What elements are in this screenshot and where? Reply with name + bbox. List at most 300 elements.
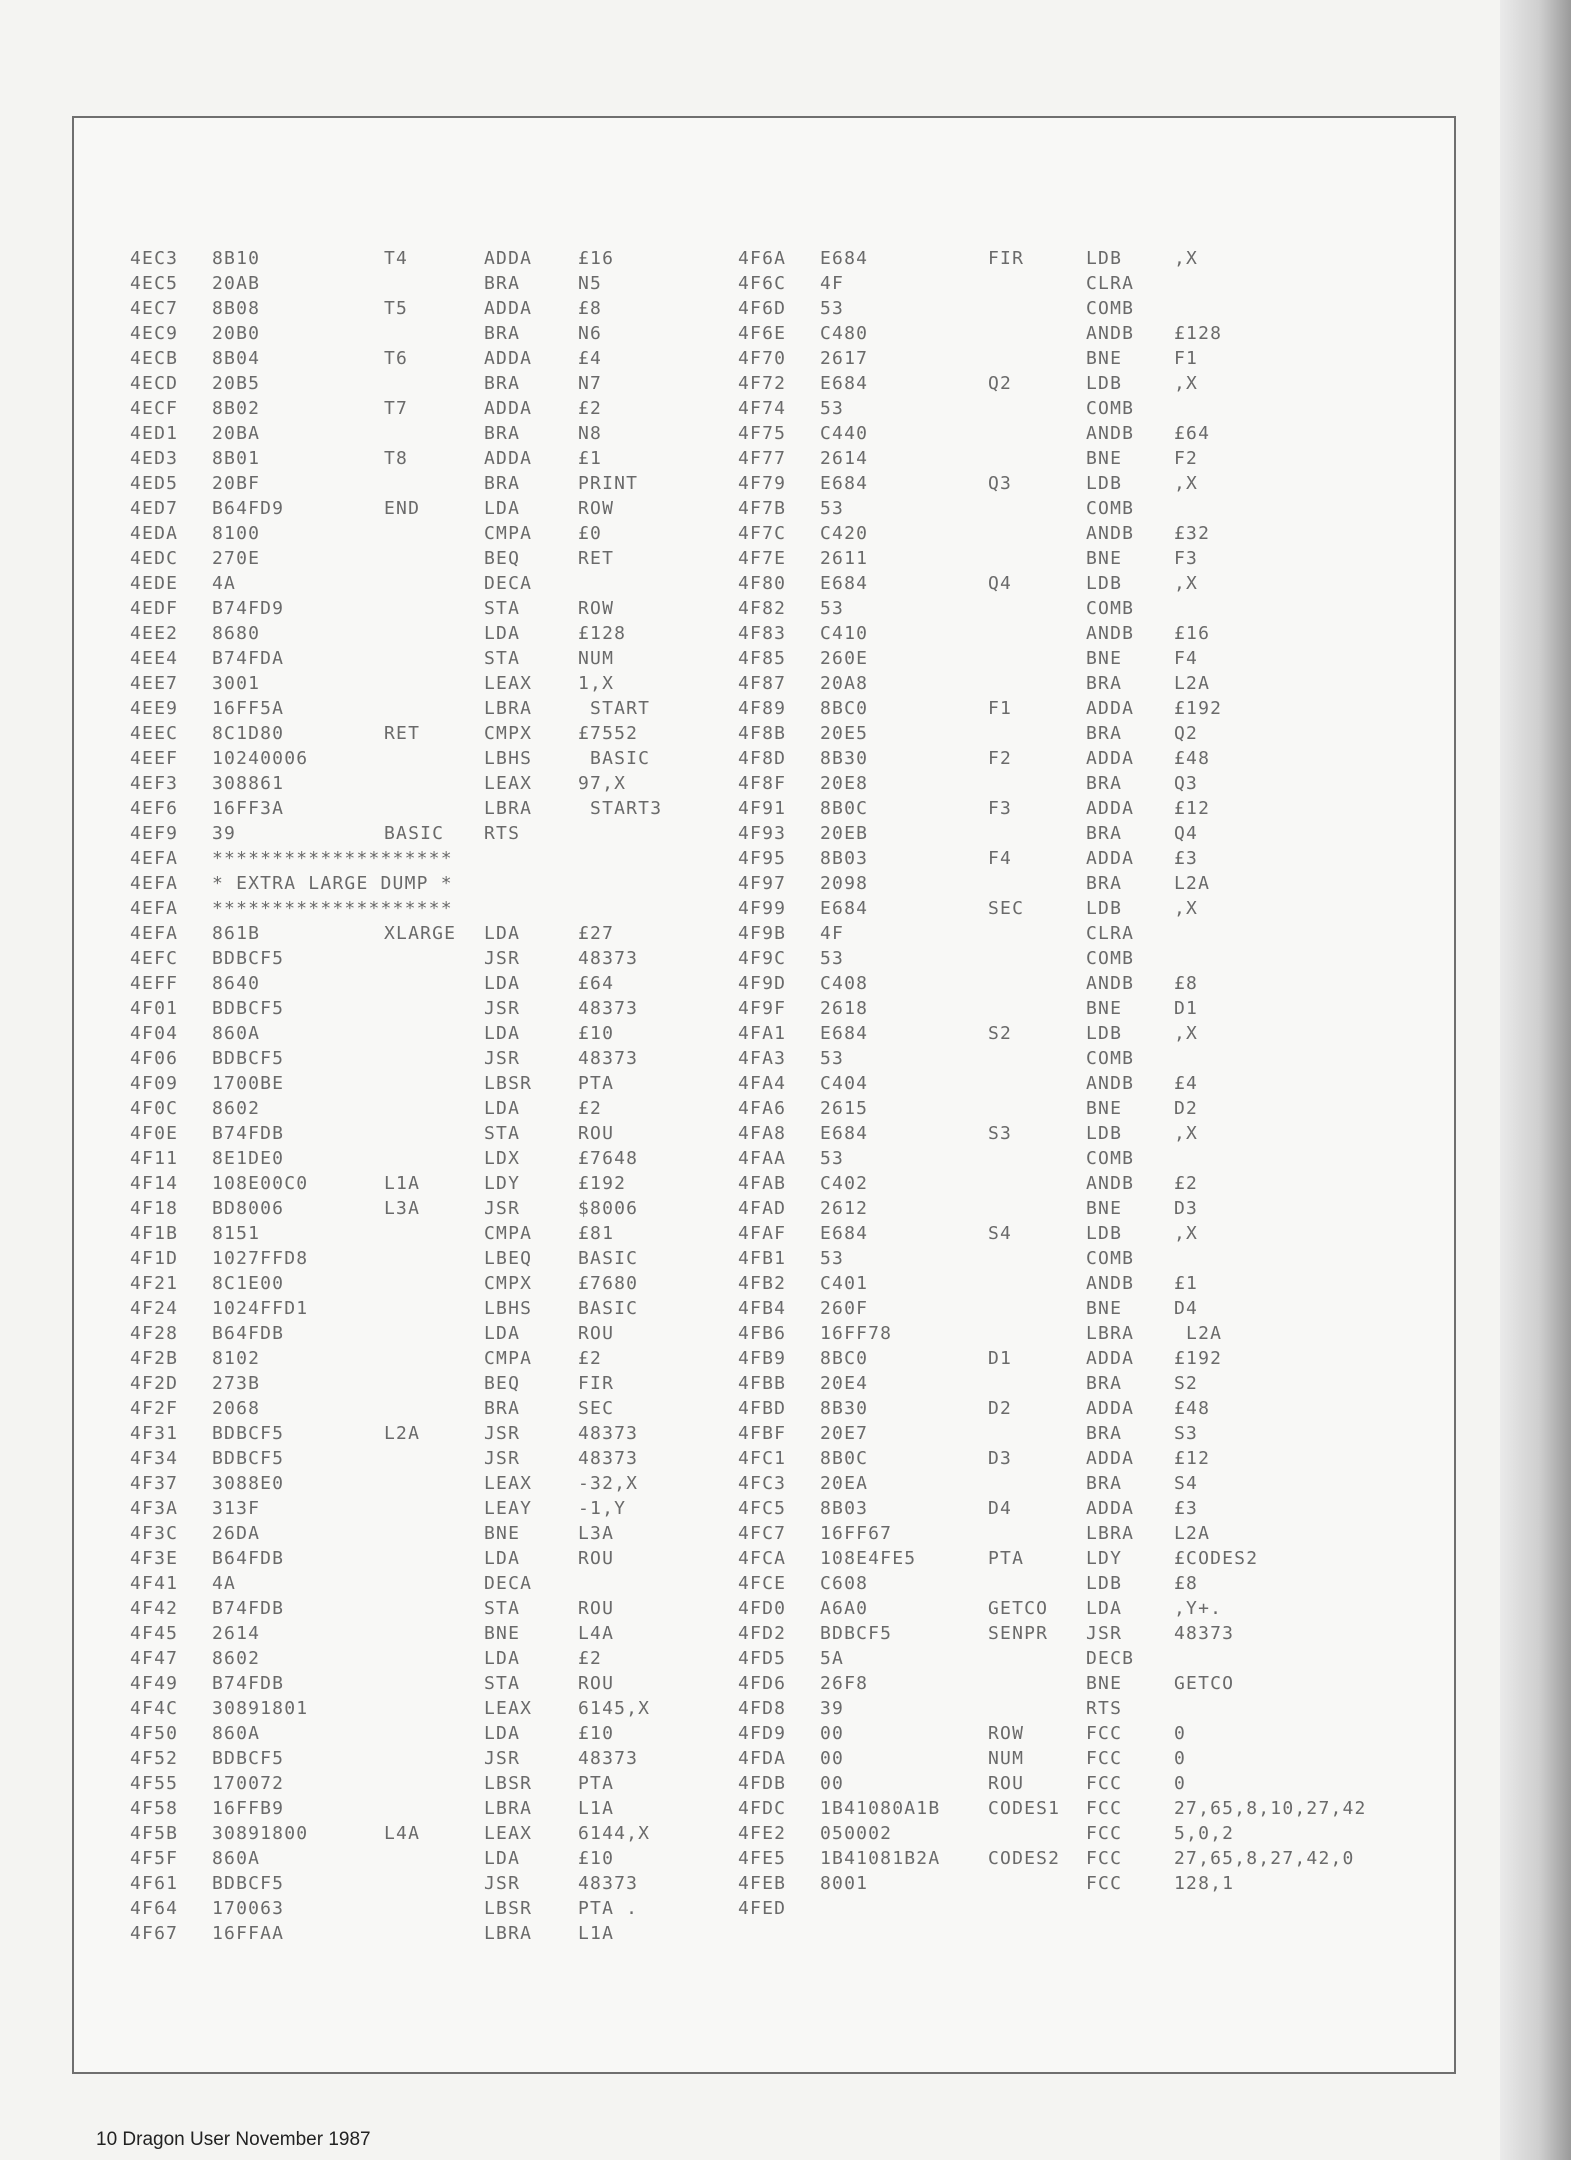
address: 4EFA: [130, 873, 179, 894]
operand: Q4: [1174, 823, 1199, 844]
listing-line: [130, 446, 662, 471]
machine-code: 8151: [212, 1223, 261, 1244]
mnemonic: ANDB: [1086, 1173, 1135, 1194]
listing-line: [130, 271, 662, 296]
machine-code: 2611: [820, 548, 869, 569]
address: 4FA1: [738, 1023, 787, 1044]
operand: ,X: [1174, 1023, 1199, 1044]
asm-label: T4: [384, 248, 409, 269]
asm-label: F1: [988, 698, 1013, 719]
operand: 5,0,2: [1174, 1823, 1235, 1844]
operand: D1: [1174, 998, 1199, 1019]
address: 4EF6: [130, 798, 179, 819]
address: 4F18: [130, 1198, 179, 1219]
listing-line: [738, 1321, 1367, 1346]
machine-code: C410: [820, 623, 869, 644]
mnemonic: LEAX: [484, 773, 533, 794]
address: 4F5F: [130, 1848, 179, 1869]
listing-line: [130, 1871, 662, 1896]
mnemonic: LDA: [484, 1548, 521, 1569]
listing-line: [738, 1471, 1367, 1496]
listing-line: [738, 1021, 1367, 1046]
listing-line: [130, 421, 662, 446]
machine-code: 20E5: [820, 723, 869, 744]
machine-code: 39: [820, 1698, 845, 1719]
asm-label: RET: [384, 723, 421, 744]
operand: £2: [578, 398, 603, 419]
listing-line: [738, 846, 1367, 871]
asm-label: SEC: [988, 898, 1025, 919]
machine-code: 108E4FE5: [820, 1548, 917, 1569]
machine-code: 8C1E00: [212, 1273, 285, 1294]
address: 4FD8: [738, 1698, 787, 1719]
machine-code: 2068: [212, 1398, 261, 1419]
listing-line: [738, 1446, 1367, 1471]
machine-code: 2614: [212, 1623, 261, 1644]
mnemonic: LBRA: [484, 698, 533, 719]
listing-line: [130, 1421, 662, 1446]
address: 4FED: [738, 1898, 787, 1919]
address: 4EE7: [130, 673, 179, 694]
mnemonic: JSR: [484, 998, 521, 1019]
operand: START: [578, 698, 651, 719]
address: 4FA4: [738, 1073, 787, 1094]
mnemonic: LBRA: [1086, 1523, 1135, 1544]
machine-code: 30891800: [212, 1823, 309, 1844]
mnemonic: LBHS: [484, 1298, 533, 1319]
mnemonic: DECA: [484, 1573, 533, 1594]
machine-code: 3088E0: [212, 1473, 285, 1494]
listing-line: [738, 771, 1367, 796]
address: 4FA8: [738, 1123, 787, 1144]
mnemonic: BNE: [1086, 1298, 1123, 1319]
machine-code: 39: [212, 823, 237, 844]
asm-label: T6: [384, 348, 409, 369]
asm-label: S2: [988, 1023, 1013, 1044]
listing-line: [130, 1746, 662, 1771]
machine-code: 313F: [212, 1498, 261, 1519]
mnemonic: ADDA: [1086, 798, 1135, 819]
machine-code: 8B02: [212, 398, 261, 419]
machine-code: 8602: [212, 1648, 261, 1669]
operand: SEC: [578, 1398, 615, 1419]
address: 4EC9: [130, 323, 179, 344]
mnemonic: LDB: [1086, 248, 1123, 269]
operand: D3: [1174, 1198, 1199, 1219]
address: 4F50: [130, 1723, 179, 1744]
listing-line: [130, 1021, 662, 1046]
listing-line: [738, 1146, 1367, 1171]
operand: N8: [578, 423, 603, 444]
listing-line: [738, 821, 1367, 846]
operand: $8006: [578, 1198, 639, 1219]
operand: ,Y+.: [1174, 1598, 1223, 1619]
asm-label: CODES1: [988, 1798, 1061, 1819]
machine-code: 30891801: [212, 1698, 309, 1719]
address: 4F3A: [130, 1498, 179, 1519]
address: 4F67: [130, 1923, 179, 1944]
operand: £16: [1174, 623, 1211, 644]
machine-code: 8640: [212, 973, 261, 994]
address: 4F80: [738, 573, 787, 594]
mnemonic: STA: [484, 1673, 521, 1694]
operand: D4: [1174, 1298, 1199, 1319]
mnemonic: LDA: [484, 923, 521, 944]
mnemonic: BRA: [1086, 1423, 1123, 1444]
machine-code: 10240006: [212, 748, 309, 769]
address: 4EEF: [130, 748, 179, 769]
machine-code: 108E00C0: [212, 1173, 309, 1194]
mnemonic: FCC: [1086, 1773, 1123, 1794]
machine-code: 861B: [212, 923, 261, 944]
listing-line: [738, 296, 1367, 321]
listing-line: [130, 1896, 662, 1921]
listing-line: [738, 1646, 1367, 1671]
mnemonic: JSR: [484, 1873, 521, 1894]
listing-line: [738, 471, 1367, 496]
listing-line: [130, 1596, 662, 1621]
mnemonic: BNE: [1086, 348, 1123, 369]
operand: 48373: [578, 1423, 639, 1444]
operand: £CODES2: [1174, 1548, 1259, 1569]
mnemonic: ANDB: [1086, 1273, 1135, 1294]
listing-line: [130, 1546, 662, 1571]
mnemonic: ANDB: [1086, 523, 1135, 544]
machine-code: 4F: [820, 923, 845, 944]
listing-line: [738, 1696, 1367, 1721]
operand: L4A: [578, 1623, 615, 1644]
address: 4F9B: [738, 923, 787, 944]
machine-code: 00: [820, 1748, 845, 1769]
address: 4F6E: [738, 323, 787, 344]
operand: 48373: [578, 1873, 639, 1894]
listing-line: [130, 521, 662, 546]
address: 4FE2: [738, 1823, 787, 1844]
machine-code: 8B30: [820, 1398, 869, 1419]
machine-code: C480: [820, 323, 869, 344]
address: 4F37: [130, 1473, 179, 1494]
mnemonic: COMB: [1086, 1148, 1135, 1169]
listing-line: [738, 1671, 1367, 1696]
address: 4F2D: [130, 1373, 179, 1394]
mnemonic: LDA: [484, 1098, 521, 1119]
machine-code: 8102: [212, 1348, 261, 1369]
listing-line: [738, 1371, 1367, 1396]
operand: £12: [1174, 1448, 1211, 1469]
machine-code: B74FDA: [212, 648, 285, 669]
operand: £8: [1174, 1573, 1199, 1594]
address: 4EDE: [130, 573, 179, 594]
machine-code: 1027FFD8: [212, 1248, 309, 1269]
listing-line: [738, 421, 1367, 446]
mnemonic: ADDA: [1086, 1348, 1135, 1369]
machine-code: 16FF78: [820, 1323, 893, 1344]
listing-line: [130, 671, 662, 696]
mnemonic: BRA: [484, 323, 521, 344]
address: 4F85: [738, 648, 787, 669]
operand: L2A: [1174, 1323, 1223, 1344]
asm-label: END: [384, 498, 421, 519]
address: 4F61: [130, 1873, 179, 1894]
machine-code: BDBCF5: [212, 1423, 285, 1444]
machine-code: C401: [820, 1273, 869, 1294]
listing-line: [738, 1221, 1367, 1246]
asm-label: NUM: [988, 1748, 1025, 1769]
operand: £3: [1174, 1498, 1199, 1519]
operand: ,X: [1174, 1223, 1199, 1244]
operand: £2: [1174, 1173, 1199, 1194]
mnemonic: JSR: [484, 1448, 521, 1469]
mnemonic: STA: [484, 648, 521, 669]
address: 4EFC: [130, 948, 179, 969]
machine-code: C608: [820, 1573, 869, 1594]
listing-line: [130, 471, 662, 496]
listing-line: [130, 871, 662, 896]
operand: £10: [578, 1848, 615, 1869]
operand: 48373: [578, 998, 639, 1019]
listing-line: [738, 1796, 1367, 1821]
operand: £7680: [578, 1273, 639, 1294]
address: 4EFF: [130, 973, 179, 994]
address: 4F75: [738, 423, 787, 444]
address: 4F8B: [738, 723, 787, 744]
asm-label: BASIC: [384, 823, 445, 844]
mnemonic: ADDA: [484, 348, 533, 369]
mnemonic: LBRA: [484, 1798, 533, 1819]
listing-line: [738, 1596, 1367, 1621]
machine-code: 16FF67: [820, 1523, 893, 1544]
mnemonic: CMPX: [484, 723, 533, 744]
asm-label: S4: [988, 1223, 1013, 1244]
page-footer: 10 Dragon User November 1987: [96, 2129, 371, 2150]
listing-line: [130, 1146, 662, 1171]
address: 4F09: [130, 1073, 179, 1094]
address: 4F45: [130, 1623, 179, 1644]
asm-label: F3: [988, 798, 1013, 819]
mnemonic: ADDA: [1086, 698, 1135, 719]
asm-label: F2: [988, 748, 1013, 769]
address: 4FBF: [738, 1423, 787, 1444]
mnemonic: LDB: [1086, 1023, 1123, 1044]
comment-banner: ********************: [212, 848, 453, 869]
address: 4F74: [738, 398, 787, 419]
listing-line: [738, 1246, 1367, 1271]
mnemonic: RTS: [1086, 1698, 1123, 1719]
listing-line: [130, 1496, 662, 1521]
operand: ,X: [1174, 1123, 1199, 1144]
listing-line: [738, 1771, 1367, 1796]
address: 4F06: [130, 1048, 179, 1069]
mnemonic: COMB: [1086, 398, 1135, 419]
machine-code: 53: [820, 1248, 845, 1269]
listing-line: [130, 1046, 662, 1071]
mnemonic: LDY: [1086, 1548, 1123, 1569]
operand: ROU: [578, 1323, 615, 1344]
operand: £2: [578, 1348, 603, 1369]
machine-code: 8E1DE0: [212, 1148, 285, 1169]
address: 4FD6: [738, 1673, 787, 1694]
operand: GETCO: [1174, 1673, 1235, 1694]
listing-line: [130, 1571, 662, 1596]
mnemonic: CLRA: [1086, 923, 1135, 944]
mnemonic: LBSR: [484, 1898, 533, 1919]
asm-label: Q2: [988, 373, 1013, 394]
mnemonic: LDY: [484, 1173, 521, 1194]
address: 4F83: [738, 623, 787, 644]
operand: L1A: [578, 1798, 615, 1819]
operand: £3: [1174, 848, 1199, 869]
machine-code: 20EA: [820, 1473, 869, 1494]
mnemonic: STA: [484, 1123, 521, 1144]
listing-line: [130, 1621, 662, 1646]
address: 4EDC: [130, 548, 179, 569]
operand: ,X: [1174, 573, 1199, 594]
mnemonic: STA: [484, 1598, 521, 1619]
machine-code: 20AB: [212, 273, 261, 294]
listing-line: [130, 596, 662, 621]
machine-code: 2614: [820, 448, 869, 469]
address: 4FB1: [738, 1248, 787, 1269]
mnemonic: LEAY: [484, 1498, 533, 1519]
listing-line: [738, 1521, 1367, 1546]
operand: -32,X: [578, 1473, 639, 1494]
listing-line: [738, 1071, 1367, 1096]
machine-code: 8B03: [820, 848, 869, 869]
operand: ,X: [1174, 473, 1199, 494]
listing-line: [130, 921, 662, 946]
listing-line: [738, 1121, 1367, 1146]
machine-code: B74FDB: [212, 1673, 285, 1694]
address: 4F1B: [130, 1223, 179, 1244]
machine-code: BD8006: [212, 1198, 285, 1219]
mnemonic: ANDB: [1086, 623, 1135, 644]
mnemonic: ADDA: [484, 448, 533, 469]
machine-code: 00: [820, 1773, 845, 1794]
listing-line: [130, 1696, 662, 1721]
operand: £192: [1174, 1348, 1223, 1369]
machine-code: C402: [820, 1173, 869, 1194]
machine-code: 3001: [212, 673, 261, 694]
address: 4F5B: [130, 1823, 179, 1844]
listing-left-column: [130, 246, 662, 1946]
address: 4FD5: [738, 1648, 787, 1669]
listing-line: [130, 971, 662, 996]
machine-code: 860A: [212, 1723, 261, 1744]
mnemonic: CMPA: [484, 523, 533, 544]
operand: 6145,X: [578, 1698, 651, 1719]
listing-line: [130, 1921, 662, 1946]
listing-line: [130, 1471, 662, 1496]
listing-line: [130, 796, 662, 821]
mnemonic: ANDB: [1086, 423, 1135, 444]
machine-code: E684: [820, 1123, 869, 1144]
machine-code: 53: [820, 948, 845, 969]
operand: £12: [1174, 798, 1211, 819]
address: 4EF9: [130, 823, 179, 844]
machine-code: 8B0C: [820, 1448, 869, 1469]
address: 4F31: [130, 1423, 179, 1444]
mnemonic: COMB: [1086, 1248, 1135, 1269]
machine-code: 8680: [212, 623, 261, 644]
operand: 48373: [578, 1748, 639, 1769]
mnemonic: ADDA: [484, 298, 533, 319]
mnemonic: CMPA: [484, 1348, 533, 1369]
listing-line: [130, 321, 662, 346]
operand: ROW: [578, 598, 615, 619]
operand: 0: [1174, 1773, 1187, 1794]
mnemonic: BRA: [1086, 823, 1123, 844]
asm-label: D4: [988, 1498, 1013, 1519]
mnemonic: BNE: [1086, 1673, 1123, 1694]
machine-code: C408: [820, 973, 869, 994]
address: 4EC3: [130, 248, 179, 269]
operand: RET: [578, 548, 615, 569]
operand: £1: [1174, 1273, 1199, 1294]
mnemonic: LDA: [1086, 1598, 1123, 1619]
mnemonic: FCC: [1086, 1873, 1123, 1894]
listing-line: [738, 546, 1367, 571]
operand: N5: [578, 273, 603, 294]
address: 4ED1: [130, 423, 179, 444]
operand: BASIC: [578, 748, 651, 769]
address: 4ECD: [130, 373, 179, 394]
address: 4F28: [130, 1323, 179, 1344]
mnemonic: LDB: [1086, 373, 1123, 394]
machine-code: 8B0C: [820, 798, 869, 819]
listing-line: [130, 696, 662, 721]
comment-banner: * EXTRA LARGE DUMP *: [212, 873, 453, 894]
address: 4EE9: [130, 698, 179, 719]
address: 4F11: [130, 1148, 179, 1169]
listing-line: [130, 1446, 662, 1471]
machine-code: BDBCF5: [212, 998, 285, 1019]
asm-label: T5: [384, 298, 409, 319]
operand: ,X: [1174, 248, 1199, 269]
listing-line: [738, 696, 1367, 721]
listing-line: [738, 496, 1367, 521]
address: 4FAA: [738, 1148, 787, 1169]
address: 4F8F: [738, 773, 787, 794]
listing-line: [130, 1371, 662, 1396]
machine-code: B64FDB: [212, 1548, 285, 1569]
mnemonic: BRA: [1086, 673, 1123, 694]
mnemonic: LDA: [484, 1648, 521, 1669]
listing-line: [738, 1621, 1367, 1646]
machine-code: 00: [820, 1723, 845, 1744]
mnemonic: ADDA: [1086, 1448, 1135, 1469]
machine-code: 16FF3A: [212, 798, 285, 819]
listing-line: [738, 621, 1367, 646]
machine-code: 170072: [212, 1773, 285, 1794]
address: 4F21: [130, 1273, 179, 1294]
mnemonic: LDA: [484, 1323, 521, 1344]
mnemonic: BRA: [484, 373, 521, 394]
machine-code: 16FF5A: [212, 698, 285, 719]
operand: £128: [1174, 323, 1223, 344]
operand: FIR: [578, 1373, 615, 1394]
asm-label: D2: [988, 1398, 1013, 1419]
operand: S2: [1174, 1373, 1199, 1394]
address: 4EEC: [130, 723, 179, 744]
machine-code: 5A: [820, 1648, 845, 1669]
mnemonic: LDA: [484, 623, 521, 644]
operand: D2: [1174, 1098, 1199, 1119]
machine-code: B64FDB: [212, 1323, 285, 1344]
listing-line: [738, 871, 1367, 896]
machine-code: 53: [820, 1148, 845, 1169]
listing-line: [130, 1221, 662, 1246]
machine-code: 8BC0: [820, 1348, 869, 1369]
